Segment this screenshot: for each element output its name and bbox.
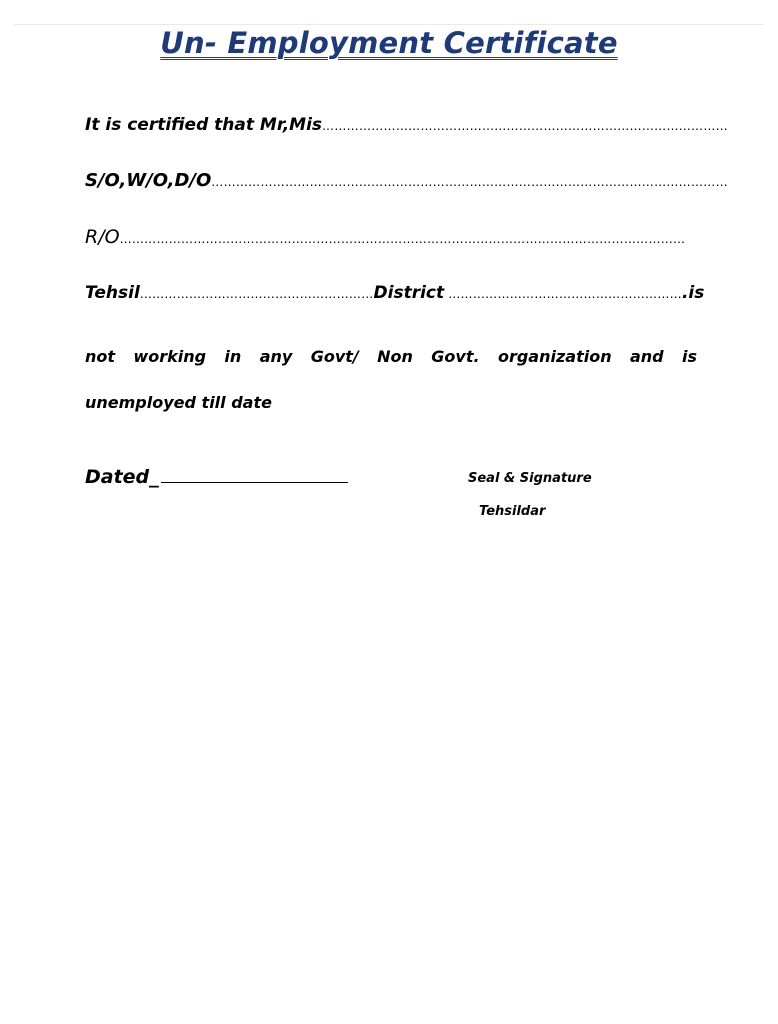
tehsildar-label: Tehsildar [479,504,546,519]
dated-line [85,466,348,488]
parent-label: S/O,W/O,D/O [85,170,212,191]
tehsil-label: Tehsil [85,283,140,303]
name-fill-dots: ……………………………………………………………………………………… [322,119,728,133]
residence-line [85,227,697,248]
seal-signature-label: Seal & Signature [468,471,592,486]
tehsil-district-line [85,283,705,303]
tehsil-fill-dots: ………………………………………………… [139,287,374,301]
parent-fill-dots: ……………………………………………………………………………………………………………… [211,175,728,189]
name-label: It is certified that Mr,Mis [85,115,323,135]
residence-fill-dots: ………………………………………………………………………………………………………………………… [119,232,686,246]
district-fill-dots: ………………………………………………… [444,287,682,301]
date-blank-line [161,481,348,483]
is-text: .is [681,283,705,303]
dated-label: Dated_ [85,466,159,488]
unemployment-statement: not working in any Govt/ Non Govt. organization and is unemployed till date [85,347,697,412]
residence-label: R/O [85,226,120,248]
district-label: District [373,283,445,303]
certificate-title [0,26,778,60]
parent-line [85,170,728,191]
certificate-title-text: Un- Employment Certificate [160,26,618,60]
name-line [85,115,728,135]
top-border-line [14,24,764,25]
